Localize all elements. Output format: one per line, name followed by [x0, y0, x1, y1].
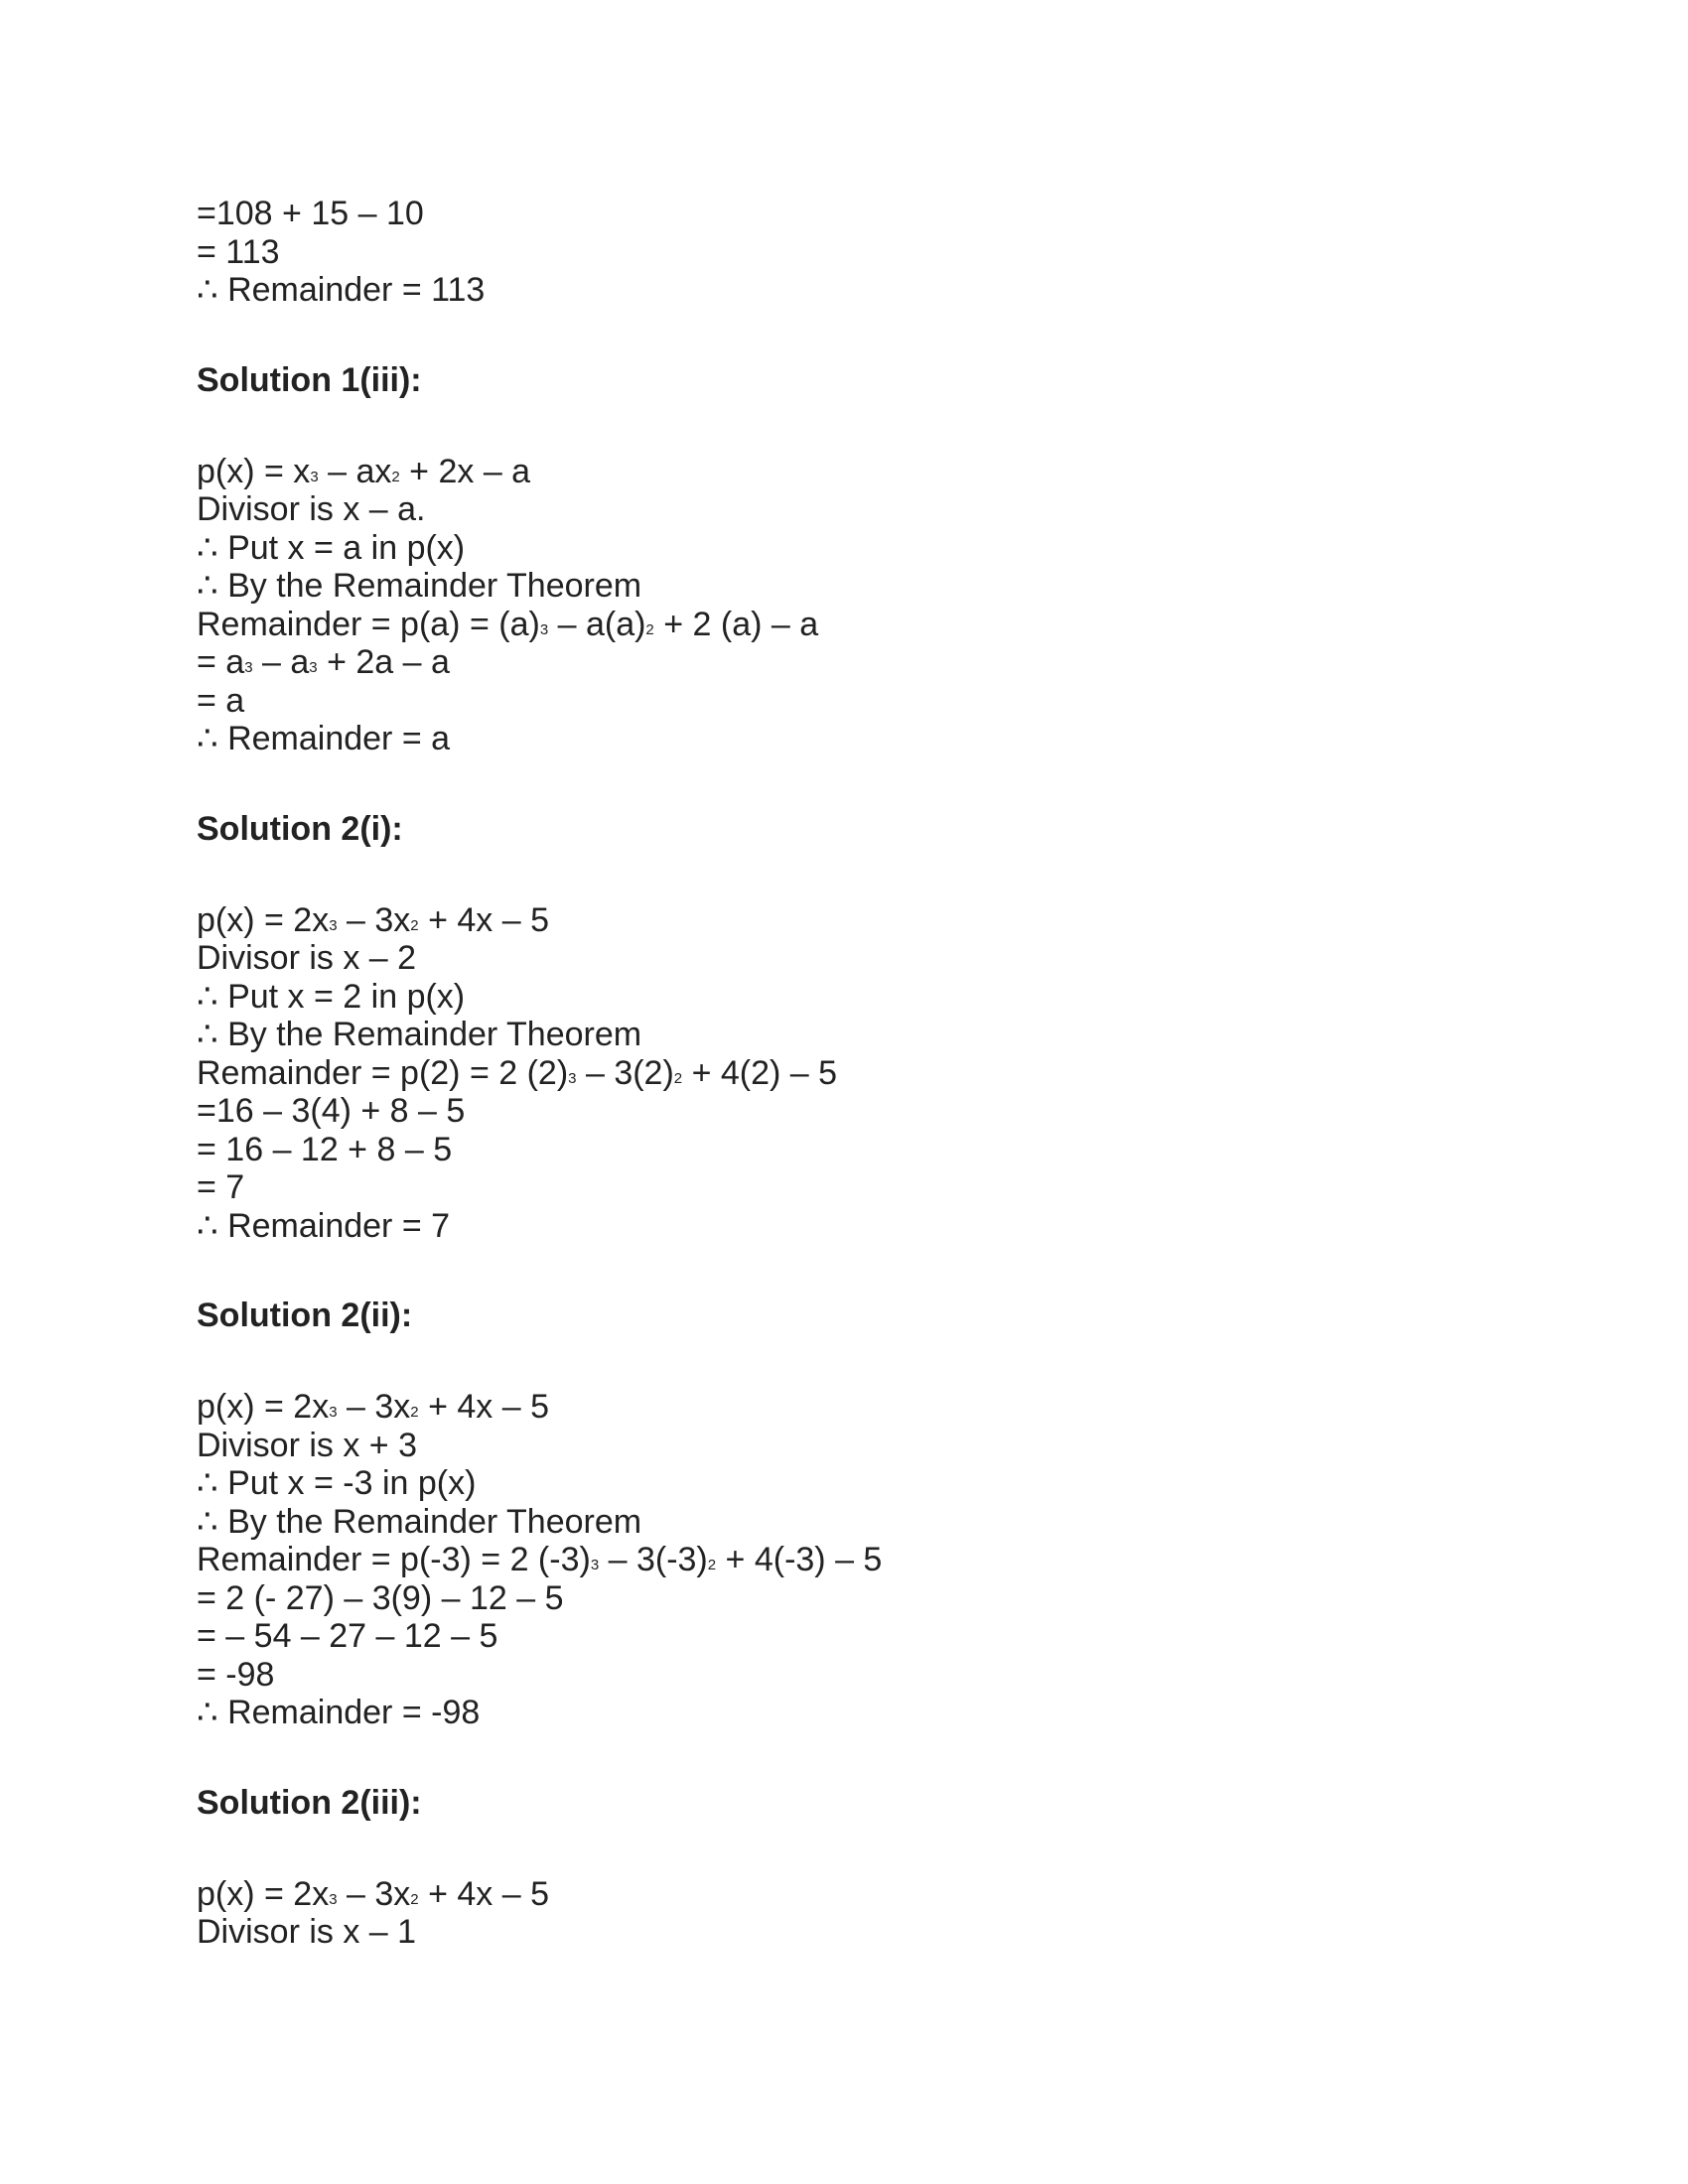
exponent: 2 [410, 1404, 419, 1421]
text-line: =16 – 3(4) + 8 – 5 [197, 1092, 466, 1130]
text-line: =108 + 15 – 10 [197, 195, 424, 232]
exponent: 2 [410, 1890, 419, 1908]
exponent: 3 [310, 468, 319, 485]
exponent: 3 [590, 1557, 600, 1573]
exponent: 2 [645, 620, 654, 638]
remainder-formula-line [197, 1054, 1487, 1093]
text-line: Divisor is x + 3 [197, 1426, 417, 1464]
text-line: ∴ Put x = 2 in p(x) [197, 977, 466, 1016]
text-segment: + 4x – 5 [418, 900, 549, 939]
text-segment: – ax [318, 452, 392, 490]
text-segment: + 2 (a) – a [653, 605, 819, 643]
text-line: = 16 – 12 + 8 – 5 [197, 1130, 453, 1168]
solution-2-i [197, 810, 1487, 1246]
exponent: 2 [673, 1069, 683, 1087]
text-line: = -98 [197, 1655, 275, 1694]
text-segment: p(x) = 2x [197, 900, 330, 939]
exponent: 3 [309, 659, 318, 676]
exponent: 2 [707, 1557, 717, 1573]
text-segment: + 4(-3) – 5 [716, 1541, 883, 1578]
exponent: 3 [539, 620, 549, 638]
text-line: ∴ Remainder = -98 [197, 1694, 481, 1731]
text-segment: = a [197, 643, 245, 681]
text-segment: – a(a) [548, 605, 646, 643]
text-line: = – 54 – 27 – 12 – 5 [197, 1617, 498, 1655]
exponent: 3 [329, 1404, 338, 1421]
solution-1-iii [197, 361, 1487, 758]
solution-heading: Solution 1(iii): [197, 360, 422, 399]
text-segment: Remainder = p(a) = (a) [197, 605, 540, 643]
text-segment: – 3x [337, 900, 411, 939]
exponent: 3 [568, 1069, 577, 1087]
text-segment: – a [252, 643, 310, 681]
text-segment: – 3(-3) [599, 1541, 708, 1578]
text-segment: p(x) = 2x [197, 1874, 330, 1913]
polynomial-line [197, 901, 1487, 940]
remainder-formula-line [197, 1541, 1487, 1579]
exponent: 3 [244, 659, 253, 676]
text-segment: + 4x – 5 [418, 1874, 549, 1913]
text-line: ∴ Remainder = 7 [197, 1206, 451, 1245]
intro-block [197, 195, 1487, 310]
text-segment: – 3(2) [576, 1053, 674, 1092]
text-line: = 113 [197, 232, 280, 271]
text-line: Divisor is x – a. [197, 490, 426, 528]
text-line: = 2 (- 27) – 3(9) – 12 – 5 [197, 1578, 564, 1617]
exponent: 2 [410, 916, 419, 934]
text-segment: Remainder = p(-3) = 2 (-3) [197, 1541, 591, 1578]
text-segment: p(x) = 2x [197, 1388, 330, 1426]
text-line: Divisor is x – 2 [197, 939, 417, 977]
text-line: ∴ By the Remainder Theorem [197, 1016, 642, 1053]
text-line: ∴ By the Remainder Theorem [197, 1502, 642, 1541]
text-segment: – 3x [337, 1388, 411, 1426]
solution-2-iii [197, 1784, 1487, 1952]
polynomial-line [197, 1388, 1487, 1427]
solution-heading: Solution 2(ii): [197, 1297, 413, 1334]
text-segment: + 2a – a [317, 643, 450, 681]
text-line: ∴ Put x = -3 in p(x) [197, 1464, 477, 1502]
solution-2-ii [197, 1297, 1487, 1732]
exponent: 2 [391, 468, 400, 485]
text-line: Divisor is x – 1 [197, 1913, 417, 1951]
solution-heading: Solution 2(i): [197, 809, 403, 848]
text-line: = a [197, 681, 245, 720]
computation-line [197, 643, 1487, 682]
text-segment: + 4x – 5 [418, 1388, 549, 1426]
polynomial-line [197, 1875, 1487, 1914]
text-line: ∴ By the Remainder Theorem [197, 567, 642, 605]
text-line: ∴ Remainder = a [197, 720, 451, 757]
text-line: = 7 [197, 1168, 245, 1206]
polynomial-line [197, 453, 1487, 491]
text-segment: Remainder = p(2) = 2 (2) [197, 1053, 569, 1092]
text-segment: p(x) = x [197, 452, 311, 490]
document-page [197, 195, 1487, 1952]
text-segment: + 4(2) – 5 [682, 1053, 838, 1092]
text-line: ∴ Put x = a in p(x) [197, 528, 466, 567]
text-line: ∴ Remainder = 113 [197, 271, 486, 309]
solution-heading: Solution 2(iii): [197, 1783, 422, 1822]
remainder-formula-line [197, 606, 1487, 644]
text-segment: – 3x [337, 1874, 411, 1913]
text-segment: + 2x – a [399, 452, 531, 490]
exponent: 3 [329, 1890, 338, 1908]
exponent: 3 [329, 916, 338, 934]
